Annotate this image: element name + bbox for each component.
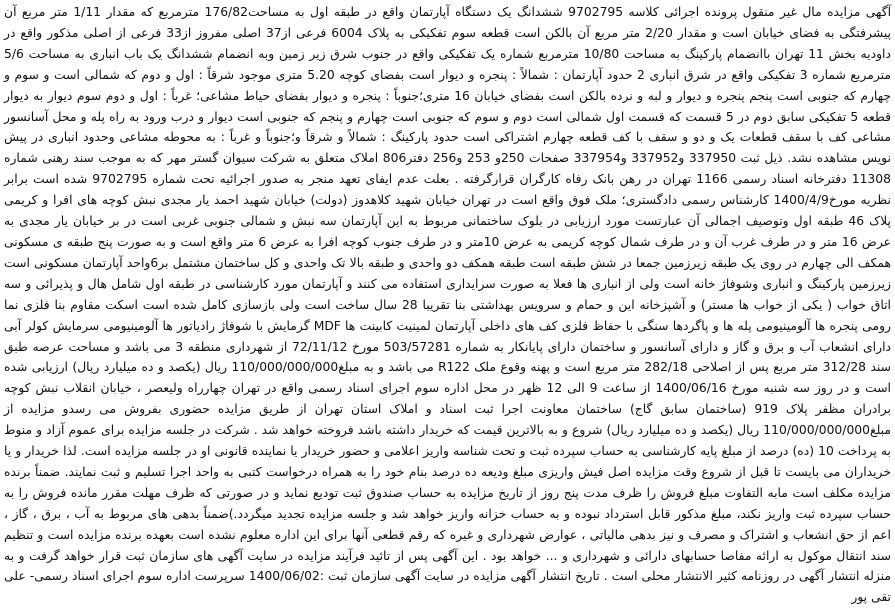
- auction-notice-text: آگهی مزایده مال غیر منقول پرونده اجرائی کلاسه 9702795 ششدانگ یک دستگاه آپارتمان واقع در طبقه اول به مساحت176/82 مترمربع که مقدار 1/11 متر مربع آن پیشرفتگی به فضای خیابان است و مقدار 2/20 متر مربع آن بالکن است قطعه سوم تفکیکی به پلاک 6004 فرعی از37 اصلی مفروز از33 فرعی از اصلی مذکور واقع در داودیه بخش 11 تهران باانضمام پارکینگ به مساحت 10/80 مترمربع شماره یک تفکیکی واقع در جنوب شرق زیر زمین وبه انضمام ششدانگ یک باب انباری به مساحت 5/6 مترمربع شماره 3 تفکیکی واقع در شرق انباری 2 حدود آپارتمان : شمالاً : پنجره و دیوار است بفضای کوچه 5.20 متری موجود شرقاً : اول و دوم که شمالی است و سوم و چهارم که جنوبی است پنجم پنجره و دیوار و لبه و نرده بالکن است بفضای خیابان 16 متری؛جنوباً : پنجره و دیوار بفضای حیاط مشاعی؛ غرباً : اول و دوم سوم دیوار به دیوار قطعه 5 تفکیکی سابق دوم در 5 قسمت که قسمت اول شمالی است دوم و سوم که جنوبی است چهارم و پنجم که جنوبی است دیوار و درب ورود به راه پله و محل آسانسور مشاعی کف با سقف قطعات یک و دو و سقف با کف قطعه چهارم اشتراکی است حدود پارکینگ : شمالاً و شرقاً و؛جنوباً و غرباً : به محوطه مشاعی وحدود انباری در پیش نویس مشاهده نشد. ذیل ثبت 337950 و337952 و337954 صفحات 250و 253 و256 دفتر806 املاک متعلق به شرکت سیوان گستر مهر که به موجب سند رهنی شماره 11308 دفترخانه اسناد رسمی 1166 تهران در رهن بانک رفاه کارگران قرارگرفته . بعلت عدم ایفای تعهد منجر به صدور اجرائیه تحت شماره 9702795 شده است برابر نظریه مورخ1400/4/9 کارشناس رسمی دادگستری؛ ملک فوق واقع است در تهران خیابان شهید کلاهدوز (دولت) خیابان شهید احمد یار مجدی نبش کوچه های افرا و کریمی پلاک 46 طبقه اول وتوصیف اجمالی آن عبارتست مورد ارزیابی در بلوک ساختمانی مربوط به این آپارتمان سه نبش و شمالی جنوبی غربی است در بر خیابان یار مجدی به عرض 16 متر و در طرف غرب آن و در طرف شمال کوچه کریمی به عرض 10متر و در طرف جنوب کوچه افرا به عرض 6 متر واقع است و به صورت پنج طبقه ی مسکونی همکف الی چهارم در روی یک طبقه زیرزمین جمعا در شش طبقه است طبقه همکف دو واحدی و طبقه بالا تک واحدی و کل ساختمان مشتمل بر6واحد آپارتمان مسکونی است زیرزمین پارکینگ و انباری وشوفاژ خانه است ولی از انباری ها فعلا به صورت سرایداری استفاده می کنند و آپارتمان مورد کارشناسی در طبقه اول شامل هال و پذیرائی و سه اتاق خواب ( یکی از خواب ها مستر) و آشپزخانه این و حمام و سرویس بهداشتی بنا تقریبا 28 سال ساخت است ولی بازسازی کامل شده است اسکت مقاوم بنا فلزی نما رومی پنجره ها آلومینیومی پله ها و پاگردها سنگی با حفاظ فلزی کف های داخلی آپارتمان لمینیت کابینت ها MDF گرمایش با شوفاژ رادیاتور ها آلومینیومی سرمایش کولر آبی دارای انشعاب آب و برق و گاز و دارای آسانسور و ساختمان دارای پایانکار به شماره 503/57281 مورخ 72/11/12 از شهرداری منطقه 3 می باشد و مساحت عرصه طبق سند 312/28 متر مربع پس از اصلاحی 282/18 متر مربع است و پهنه وقوع ملک R122 می باشد و به مبلغ110/000/000/000 ریال (یکصد و ده میلیارد ریال) ارزیابی شده است و در روز سه شنبه مورخ 1400/06/16 از ساعت 9 الی 12 ظهر در محل اداره سوم اجرای اسناد رسمی واقع در تهران چهارراه ولیعصر ، خیابان انقلاب نبش کوچه برادران مظفر پلاک 919 (ساختمان سابق گاج) ساختمان معاونت اجرا ثبت اسناد و املاک استان تهران از طریق مزایده حضوری بفروش می رسدو مزایده از مبلغ110/000/000/000 ریال (یکصد و ده میلیارد ریال) شروع و به بالاترین قیمت که خریدار داشته باشد فروخته خواهد شد . شرکت در جلسه مزایده برای عموم آزاد و منوط به پرداخت 10 (ده) درصد از مبلغ پایه کارشناسی به حساب سپرده ثبت و تحت شناسه واریز اعلامی و حضور خریدار یا نماینده قانونی او در جلسه مزایده است. لذا خریدار و یا خریداران می بایست تا قبل از شروع وقت مزایده اصل فیش واریزی مبلغ ودیعه ده درصد بنام خود را به همراه درخواست کتبی به واحد اجرا تسلیم و ثبت نمایند. ضمناً برنده مزایده مکلف است مابه التفاوت مبلغ فروش را ظرف مدت پنج روز از تاریخ مزایده به حساب صندوق ثبت تودیع نماید و در صورتی که ظرف مهلت مقرر مانده فروش را به حساب سپرده ثبت واریز نکند، مبلغ مذکور قابل استرداد نبوده و به حساب خزانه واریز خواهد شد و جلسه مزایده تجدید میگردد.)ضمناً بدهی های مربوط به آب ، برق ، گاز ، اعم از حق انشعاب و اشتراک و مصرف و نیز بدهی مالیاتی ، عوارض شهرداری و غیره که رقم قطعی آنها برای این اداره معلوم نشده است بعهده برنده مزایده است و تنظیم سند انتقال موکول به ارائه مفاصا حسابهای دارائی و شهرداری و ... خواهد بود . این آگهی پس از تائید فرآیند مزایده در سایت آگهی های سازمان ثبت قرار خواهد گرفت و به منزله انتشار آگهی در روزنامه کثیر الانتشار محلی است . تاریخ انتشار آگهی مزایده در سایت آگهی سازمان ثبت :1400/06/02 سرپرست اداره سوم اجرای اسناد رسمی- علی تقی پور: [4, 5, 892, 605]
